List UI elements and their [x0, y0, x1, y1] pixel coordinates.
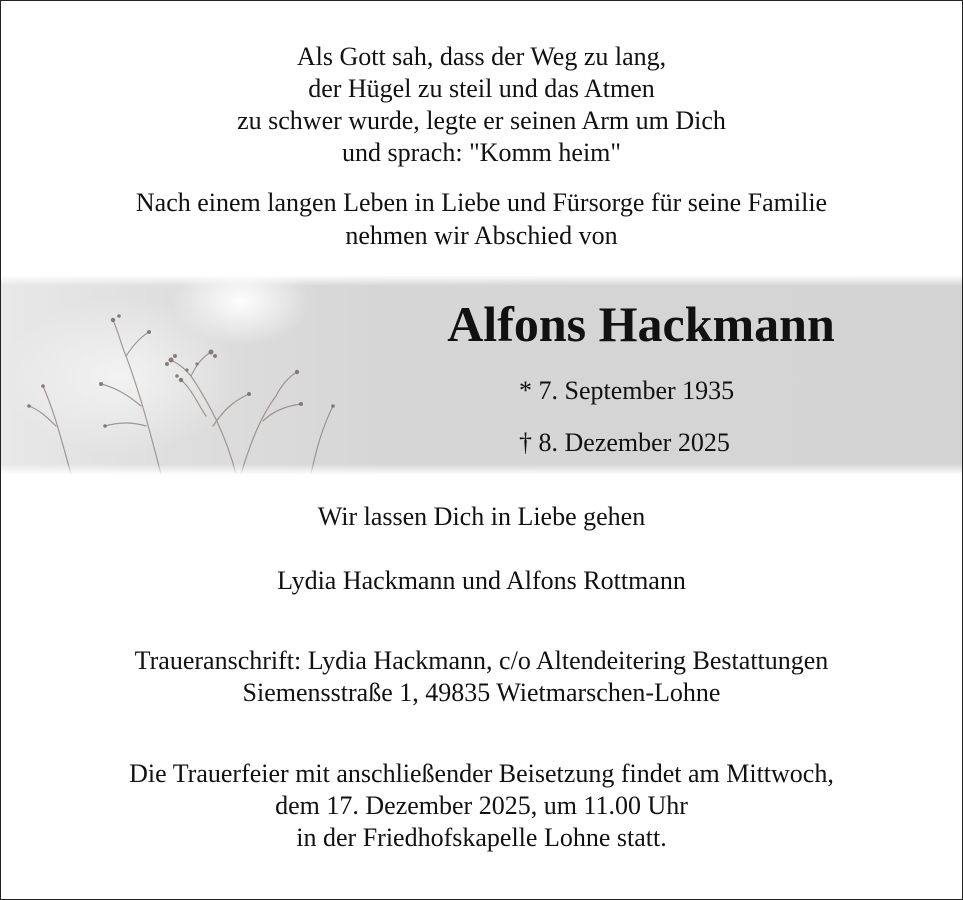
death-date: † 8. Dezember 2025 — [519, 428, 730, 457]
intro-text — [0, 186, 963, 252]
service-line: dem 17. Dezember 2025, um 11.00 Uhr — [275, 791, 688, 820]
address-line: Siemensstraße 1, 49835 Wietmarschen-Lohne — [242, 678, 721, 707]
poem-line: und sprach: "Komm heim" — [341, 138, 622, 167]
name-banner — [1, 276, 962, 474]
poem — [0, 41, 963, 169]
poem-line: zu schwer wurde, legte er seinen Arm um Dich — [237, 106, 726, 135]
address-line: Traueranschrift: Lydia Hackmann, c/o Altendeitering Bestattungen — [134, 646, 829, 675]
service-line: in der Friedhofskapelle Lohne statt. — [296, 823, 667, 852]
service-line: Die Trauerfeier mit anschließender Beisetzung findet am Mittwoch, — [129, 759, 834, 788]
banner-fade-bottom — [1, 464, 962, 474]
dried-plant-image — [1, 276, 401, 474]
poem-line: Als Gott sah, dass der Weg zu lang, — [296, 42, 667, 71]
farewell-text: Wir lassen Dich in Liebe gehen — [317, 502, 646, 531]
birth-date: * 7. September 1935 — [519, 376, 735, 405]
mourners: Lydia Hackmann und Alfons Rottmann — [277, 566, 686, 595]
deceased-name: Alfons Hackmann — [447, 296, 835, 352]
intro-line: nehmen wir Abschied von — [345, 221, 618, 250]
intro-line: Nach einem langen Leben in Liebe und Fürsorge für seine Familie — [135, 188, 828, 217]
banner-fade-top — [1, 276, 962, 286]
funeral-service-info — [0, 758, 963, 854]
mourning-address — [0, 645, 963, 709]
poem-line: der Hügel zu steil und das Atmen — [308, 74, 655, 103]
